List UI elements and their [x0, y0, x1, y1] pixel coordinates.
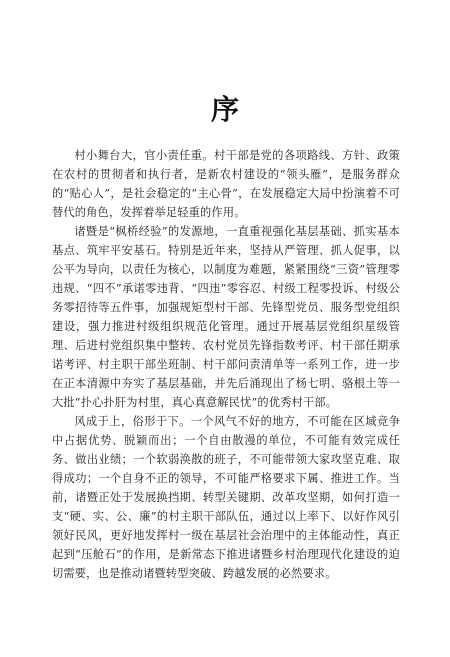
paragraph: 村小舞台大，官小责任重。村干部是党的各项路线、方针、政策在农村的贯彻者和执行者，是新农村建设的“领头雁”，是服务群众的“贴心人”，是社会稳定的“主心骨”，在发展稳定大局中扮演着不可替代的角色，发挥着举足轻重的作用。: [52, 149, 400, 219]
paragraph: 诸暨是“枫桥经验”的发源地，一直重视强化基层基础、抓实基本基点、筑牢平安基石。特别是近年来，坚持从严管理、抓人促事，以公平为导向，以责任为核心，以制度为难题，紧紧围绕“三资”管理零违规、“四不”承诺零违背、“四违”零容忍、村级工程零投诉、村级公务零招待等五件事，加强规矩型村干部、先锋型党员、服务型党组织建设，强力推进村级组织规范化管理。通过开展基层党组织星级管理、后进村党组织集中整转、农村党员先锋指数考评、村干部任期承诺考评、村主职干部坐班制、村干部问责清单等一系列工作，进一步在正本清源中夯实了基层基础，并先后涌现出了杨七明、骆根土等一大批“扑心扑肝为村里，真心真意解民忧”的优秀村干部。: [52, 225, 400, 409]
page-title: 序: [210, 93, 239, 126]
body-text: [52, 146, 400, 583]
paragraph: 风成于上，俗形于下。一个风气不好的地方，不可能在区域竞争中占据优势、脱颖而出；一个自由散漫的单位，不可能有效完成任务、做出业绩；一个软弱涣散的班子，不可能带领大家攻坚克难、取得成功；一个自身不正的领导，不可能严格要求下属、推进工作。当前，诸暨正处于发展换挡期、转型关键期、改革攻坚期，如何打造一支“硬、实、公、廉”的村主职干部队伍，通过以上率下、以好作风引领好民风，更好地发挥村一级在基层社会治理中的主体能动性，真正起到“压舱石”的作用，是新常态下推进诸暨乡村治理现代化建设的迫切需要，也是推动诸暨转型突破、跨越发展的必然要求。: [52, 415, 400, 580]
